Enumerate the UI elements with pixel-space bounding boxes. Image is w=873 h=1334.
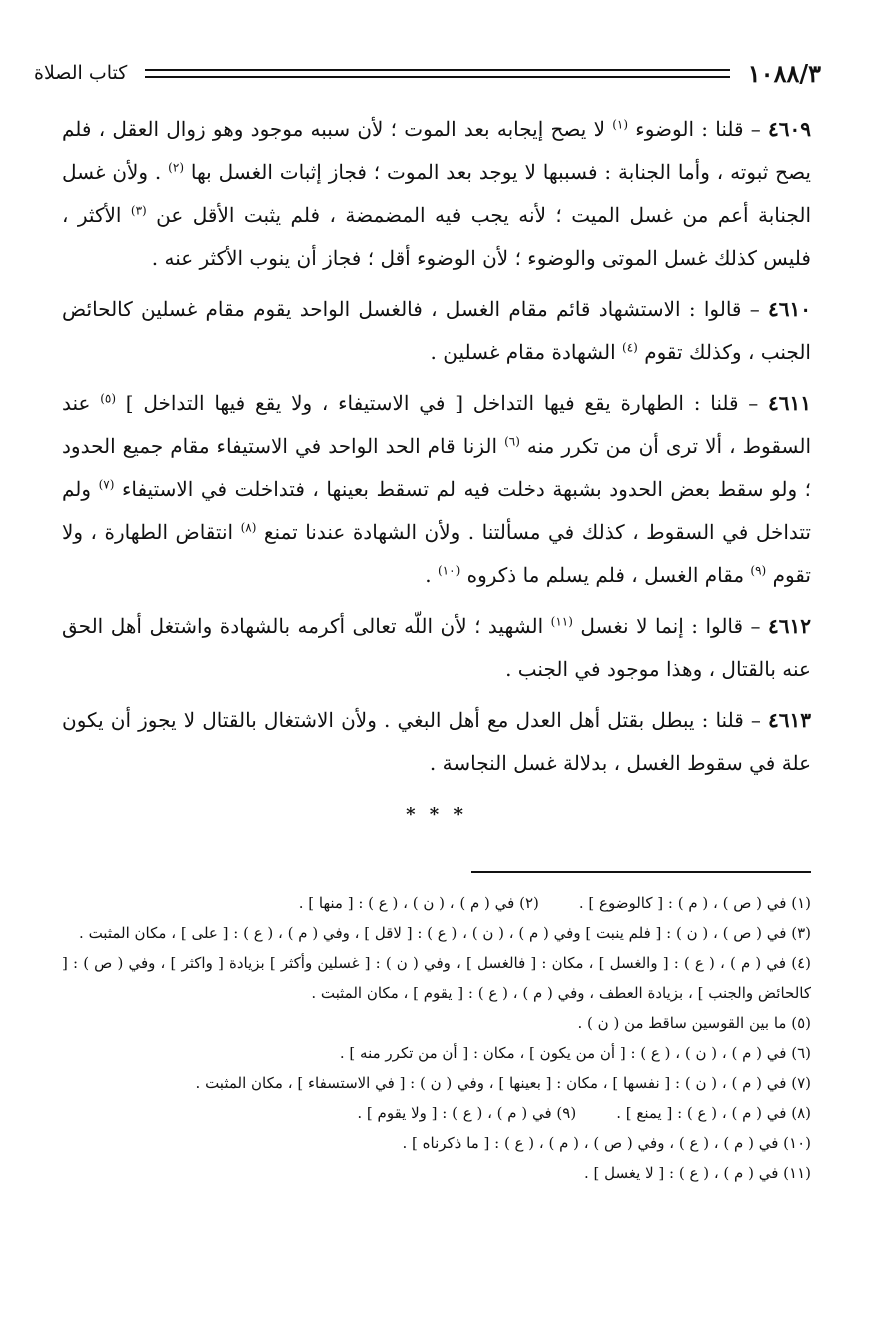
header-rule xyxy=(145,69,729,78)
footnote-ref: (٩) xyxy=(750,563,767,578)
footnote: (٦) في ( م ) ، ( ن ) ، ( ع ) : [ أن من يكون ] ، مكان : [ أن من تكرر منه ] . xyxy=(339,1044,811,1062)
footnote-row xyxy=(62,1098,811,1128)
text-segment: الأكثر ، فليس كذلك غسل الموتى والوضوء ؛ لأن الوضوء أقل ؛ فجاز أن ينوب الأكثر عنه . xyxy=(62,203,811,270)
footnotes xyxy=(62,888,811,1188)
text-segment: – قالوا : الاستشهاد قائم مقام الغسل ، فالغسل الواحد يقوم مقام غسلين كالحائض الجنب ، وكذلك تقوم xyxy=(62,297,811,364)
footnote: (٩) في ( م ) ، ( ع ) : [ ولا يقوم ] . xyxy=(357,1104,577,1122)
footnote-ref: (١١) xyxy=(550,614,573,629)
paragraph-number: ٤٦١٠ xyxy=(768,297,811,321)
footnote-ref: (٧) xyxy=(98,477,115,492)
text-segment: – قلنا : الوضوء xyxy=(628,117,769,141)
text-segment: . ولأن غسل الجنابة أعم من غسل الميت ؛ لأنه يجب فيه المضمضة ، فلم يثبت الأقل عن xyxy=(62,160,811,227)
text-segment: الشهادة مقام غسلين . xyxy=(430,340,623,364)
page-number: ١٠٨٨/٣ xyxy=(747,58,821,88)
paragraph-number: ٤٦١٢ xyxy=(768,614,812,638)
footnote: (٥) ما بين القوسين ساقط من ( ن ) . xyxy=(577,1014,811,1032)
section-separator: * * * xyxy=(406,804,467,825)
footnote-ref: (٦) xyxy=(504,434,520,449)
footnote: (٣) في ( ص ) ، ( ن ) : [ فلم ينبت ] وفي ( م ) ، ( ن ) ، ( ع ) : [ لاقل ] ، وفي ( م ) ، ( ع ) : [ على ] ، مكان المثبت . xyxy=(79,924,811,942)
footnote-ref: (٢) xyxy=(168,160,184,175)
text-segment: انتقاض الطهارة ، ولا تقوم xyxy=(62,520,811,587)
text-segment: الزنا قام الحد الواحد في الاستيفاء مقام جميع الحدود ؛ ولو سقط بعض الحدود بشبهة دخلت فيه لم تسقط بعينها ، فتداخلت في الاستيفاء xyxy=(62,434,811,501)
paragraph xyxy=(62,605,811,691)
text-segment: – قلنا : يبطل بقتل أهل العدل مع أهل البغي . ولأن الاشتغال بالقتال لا يجوز أن يكون علة في سقوط الغسل ، بدلالة غسل النجاسة . xyxy=(62,708,811,775)
footnote-ref: (٤) xyxy=(622,340,638,355)
footnote-ref: (٣) xyxy=(130,203,147,218)
paragraph xyxy=(62,288,811,374)
text-segment: – قلنا : الطهارة يقع فيها التداخل [ في الاستيفاء ، ولا يقع فيها التداخل ] xyxy=(116,391,769,415)
footnote: (٢) في ( م ) ، ( ن ) ، ( ع ) : [ منها ] . xyxy=(298,894,539,912)
text-segment: عند السقوط ، ألا ترى أن من تكرر منه xyxy=(62,391,811,458)
text-segment: الشهيد ؛ لأن اللّه تعالى أكرمه بالشهادة واشتغل أهل الحق عنه بالقتال ، وهذا موجود في الجنب . xyxy=(62,614,811,681)
paragraph-number: ٤٦٠٩ xyxy=(768,117,811,141)
footnote: (١) في ( ص ) ، ( م ) : [ كالوضوع ] . xyxy=(578,894,811,912)
footnote-ref: (١) xyxy=(612,117,629,132)
footnote-row xyxy=(62,888,811,918)
paragraph xyxy=(62,108,811,280)
footnote-ref: (٥) xyxy=(100,391,117,406)
footnote: (٤) في ( م ) ، ( ع ) : [ والغسل ] ، مكان : [ فالغسل ] ، وفي ( ن ) : [ غسلين وأكثر ] بزيادة [ واكثر ] ، وفي ( ص ) : [ كالحائض والجنب ] ، بزيادة العطف ، وفي ( م ) ، ( ع ) : [ يقوم ] ، مكان المثبت . xyxy=(62,954,811,1002)
text-segment: . xyxy=(425,563,438,587)
paragraph xyxy=(62,382,811,597)
paragraph-number: ٤٦١١ xyxy=(768,391,811,415)
footnote: (١٠) في ( م ) ، ( ع ) ، وفي ( ص ) ، ( م ) ، ( ع ) : [ ما ذكرناه ] . xyxy=(402,1134,811,1152)
footnote-rule xyxy=(471,871,811,873)
chapter-title: كتاب الصلاة xyxy=(34,62,128,84)
paragraph xyxy=(62,699,811,785)
footnote-ref: (١٠) xyxy=(437,563,461,578)
text-segment: – قالوا : إنما لا نغسل xyxy=(572,614,769,638)
text-segment: لا يصح إيجابه بعد الموت ؛ لأن سببه موجود وهو زوال العقل ، فلم يصح ثبوته ، وأما الجنابة : فسببها لا يوجد بعد الموت ؛ فجاز إثبات الغسل بها xyxy=(62,117,811,184)
footnote-ref: (٨) xyxy=(240,520,257,535)
text-segment: ولم تتداخل في السقوط ، كذلك في مسألتنا . ولأن الشهادة عندنا تمنع xyxy=(62,477,811,544)
paragraph-number: ٤٦١٣ xyxy=(768,708,811,732)
main-text xyxy=(62,108,811,836)
footnote: (١١) في ( م ) ، ( ع ) : [ لا يغسل ] . xyxy=(584,1164,811,1182)
text-segment: مقام الغسل ، فلم يسلم ما ذكروه xyxy=(460,563,751,587)
running-header xyxy=(34,56,821,90)
footnote: (٨) في ( م ) ، ( ع ) : [ يمنع ] . xyxy=(616,1104,811,1122)
footnote: (٧) في ( م ) ، ( ن ) : [ نفسها ] ، مكان : [ بعينها ] ، وفي ( ن ) : [ في الاستسفاء ] ، مكان المثبت . xyxy=(195,1074,811,1092)
